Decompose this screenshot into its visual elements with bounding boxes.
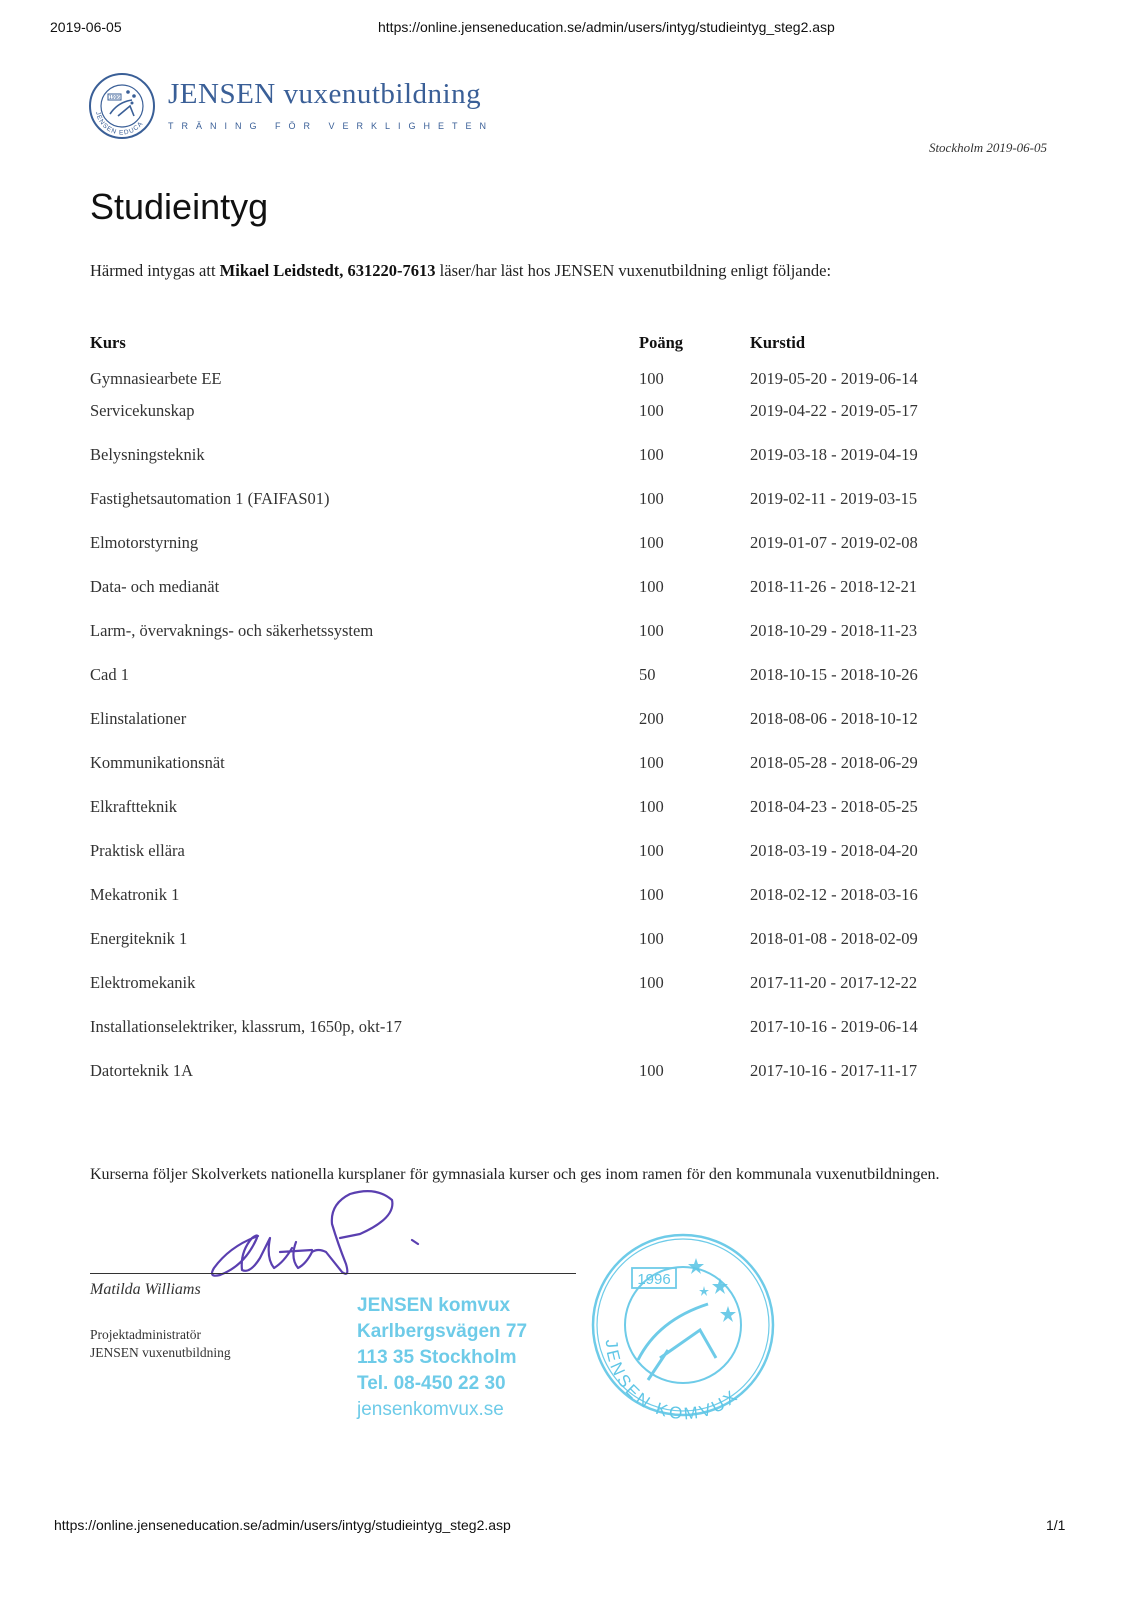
course-cell: Energiteknik 1: [90, 929, 188, 948]
period-cell: 2018-01-08 - 2018-02-09: [750, 929, 918, 948]
stamp-phone: Tel. 08-450 22 30: [357, 1373, 506, 1394]
footnote: Kurserna följer Skolverkets nationella kursplaner för gymnasiala kurser och ges inom ramen för den kommunala vuxenutbildningen.: [90, 1166, 940, 1183]
table-row: [90, 929, 990, 973]
period-cell: 2017-10-16 - 2019-06-14: [750, 1017, 918, 1036]
print-date: 2019-06-05: [50, 19, 122, 35]
points-cell: 100: [639, 445, 664, 464]
seal-text: JENSEN KOMVUX: [601, 1338, 743, 1420]
points-cell: 100: [639, 841, 664, 860]
signer-role-org: JENSEN vuxenutbildning: [90, 1345, 231, 1360]
page-title: Studieintyg: [90, 186, 269, 227]
stamp-city: 113 35 Stockholm: [357, 1347, 517, 1368]
course-cell: Kommunikationsnät: [90, 753, 225, 772]
course-cell: Mekatronik 1: [90, 885, 180, 904]
signature-icon: [200, 1178, 440, 1288]
points-cell: 100: [639, 577, 664, 596]
table-row: [90, 1061, 990, 1105]
col-header-period: Kurstid: [750, 333, 806, 352]
points-cell: 100: [639, 489, 664, 508]
intro-text: [90, 261, 831, 281]
student-name: Mikael Leidstedt, 631220-7613: [219, 261, 436, 280]
table-row: [90, 753, 990, 797]
komvux-seal-icon: [588, 1230, 778, 1420]
course-cell: Elinstalationer: [90, 709, 187, 728]
table-row: [90, 401, 990, 445]
course-cell: Servicekunskap: [90, 401, 195, 420]
points-cell: 100: [639, 1061, 664, 1080]
stamp-street: Karlbergsvägen 77: [357, 1321, 528, 1342]
table-row: [90, 665, 990, 709]
table-row: [90, 973, 990, 1017]
course-cell: Elkraftteknik: [90, 797, 178, 816]
points-cell: 100: [639, 797, 664, 816]
period-cell: 2018-10-15 - 2018-10-26: [750, 665, 918, 684]
brand-tagline: TRÄNING FÖR VERKLIGHETEN: [168, 121, 495, 131]
jensen-seal-icon: [88, 72, 156, 140]
points-cell: 100: [639, 401, 664, 420]
course-cell: Cad 1: [90, 665, 129, 684]
period-cell: 2017-11-20 - 2017-12-22: [750, 973, 918, 992]
footer-url: https://online.jenseneducation.se/admin/users/intyg/studieintyg_steg2.asp: [54, 1517, 511, 1533]
stamp-org: JENSEN komvux: [357, 1295, 511, 1316]
period-cell: 2018-02-12 - 2018-03-16: [750, 885, 918, 904]
table-row: [90, 357, 990, 401]
place-date: Stockholm 2019-06-05: [928, 140, 1047, 155]
table-row: [90, 797, 990, 841]
course-cell: Fastighetsautomation 1 (FAIFAS01): [90, 489, 330, 508]
course-cell: Datorteknik 1A: [90, 1061, 194, 1080]
table-header-row: [90, 333, 990, 357]
intro-prefix: Härmed intygas att: [90, 261, 220, 280]
period-cell: 2019-02-11 - 2019-03-15: [750, 489, 918, 508]
period-cell: 2019-03-18 - 2019-04-19: [750, 445, 918, 464]
table-row: [90, 577, 990, 621]
period-cell: 2019-05-20 - 2019-06-14: [750, 369, 918, 388]
signer-name: Matilda Williams: [90, 1281, 201, 1298]
course-cell: Larm-, övervaknings- och säkerhetssystem: [90, 621, 374, 640]
course-cell: Belysningsteknik: [90, 445, 205, 464]
period-cell: 2019-01-07 - 2019-02-08: [750, 533, 918, 552]
logo-seal-text: JENSEN EDUCA: [93, 110, 145, 137]
table-row: [90, 885, 990, 929]
col-header-points: Poäng: [639, 333, 684, 352]
points-cell: 100: [639, 929, 664, 948]
points-cell: 100: [639, 885, 664, 904]
brand-name: JENSEN vuxenutbildning: [168, 78, 482, 110]
period-cell: 2017-10-16 - 2017-11-17: [750, 1061, 918, 1080]
course-table: [90, 333, 990, 1105]
signer-role-title: Projektadministratör: [90, 1327, 201, 1342]
signer-role: [90, 1326, 231, 1362]
course-cell: Installationselektriker, klassrum, 1650p, okt-17: [90, 1017, 402, 1036]
points-cell: 100: [639, 973, 664, 992]
period-cell: 2018-05-28 - 2018-06-29: [750, 753, 918, 772]
signature-line: [90, 1273, 576, 1274]
table-row: [90, 841, 990, 885]
period-cell: 2019-04-22 - 2019-05-17: [750, 401, 918, 420]
intro-suffix: läser/har läst hos JENSEN vuxenutbildning enligt följande:: [435, 261, 832, 280]
course-cell: Gymnasiearbete EE: [90, 369, 222, 388]
page-number: 1/1: [1046, 1517, 1066, 1533]
logo-seal-year: 1996: [108, 95, 121, 101]
address-stamp: [357, 1293, 527, 1423]
points-cell: 100: [639, 533, 664, 552]
points-cell: 200: [639, 709, 664, 728]
course-cell: Elektromekanik: [90, 973, 196, 992]
period-cell: 2018-03-19 - 2018-04-20: [750, 841, 918, 860]
table-row: [90, 533, 990, 577]
stamp-web: jensenkomvux.se: [357, 1399, 504, 1420]
period-cell: 2018-10-29 - 2018-11-23: [750, 621, 918, 640]
course-cell: Praktisk ellära: [90, 841, 185, 860]
table-row: [90, 709, 990, 753]
points-cell: 100: [639, 621, 664, 640]
course-cell: Elmotorstyrning: [90, 533, 199, 552]
table-row: [90, 621, 990, 665]
points-cell: 100: [639, 753, 664, 772]
table-row: [90, 445, 990, 489]
table-row: [90, 489, 990, 533]
print-url: https://online.jenseneducation.se/admin/users/intyg/studieintyg_steg2.asp: [378, 19, 835, 35]
period-cell: 2018-11-26 - 2018-12-21: [750, 577, 918, 596]
col-header-course: Kurs: [90, 333, 126, 352]
course-cell: Data- och medianät: [90, 577, 220, 596]
table-row: [90, 1017, 990, 1061]
period-cell: 2018-04-23 - 2018-05-25: [750, 797, 918, 816]
period-cell: 2018-08-06 - 2018-10-12: [750, 709, 918, 728]
jensen-logo: [88, 72, 156, 145]
seal-year: 1996: [637, 1271, 671, 1288]
points-cell: 100: [639, 369, 664, 388]
points-cell: [639, 1017, 750, 1061]
points-cell: 50: [639, 665, 656, 684]
